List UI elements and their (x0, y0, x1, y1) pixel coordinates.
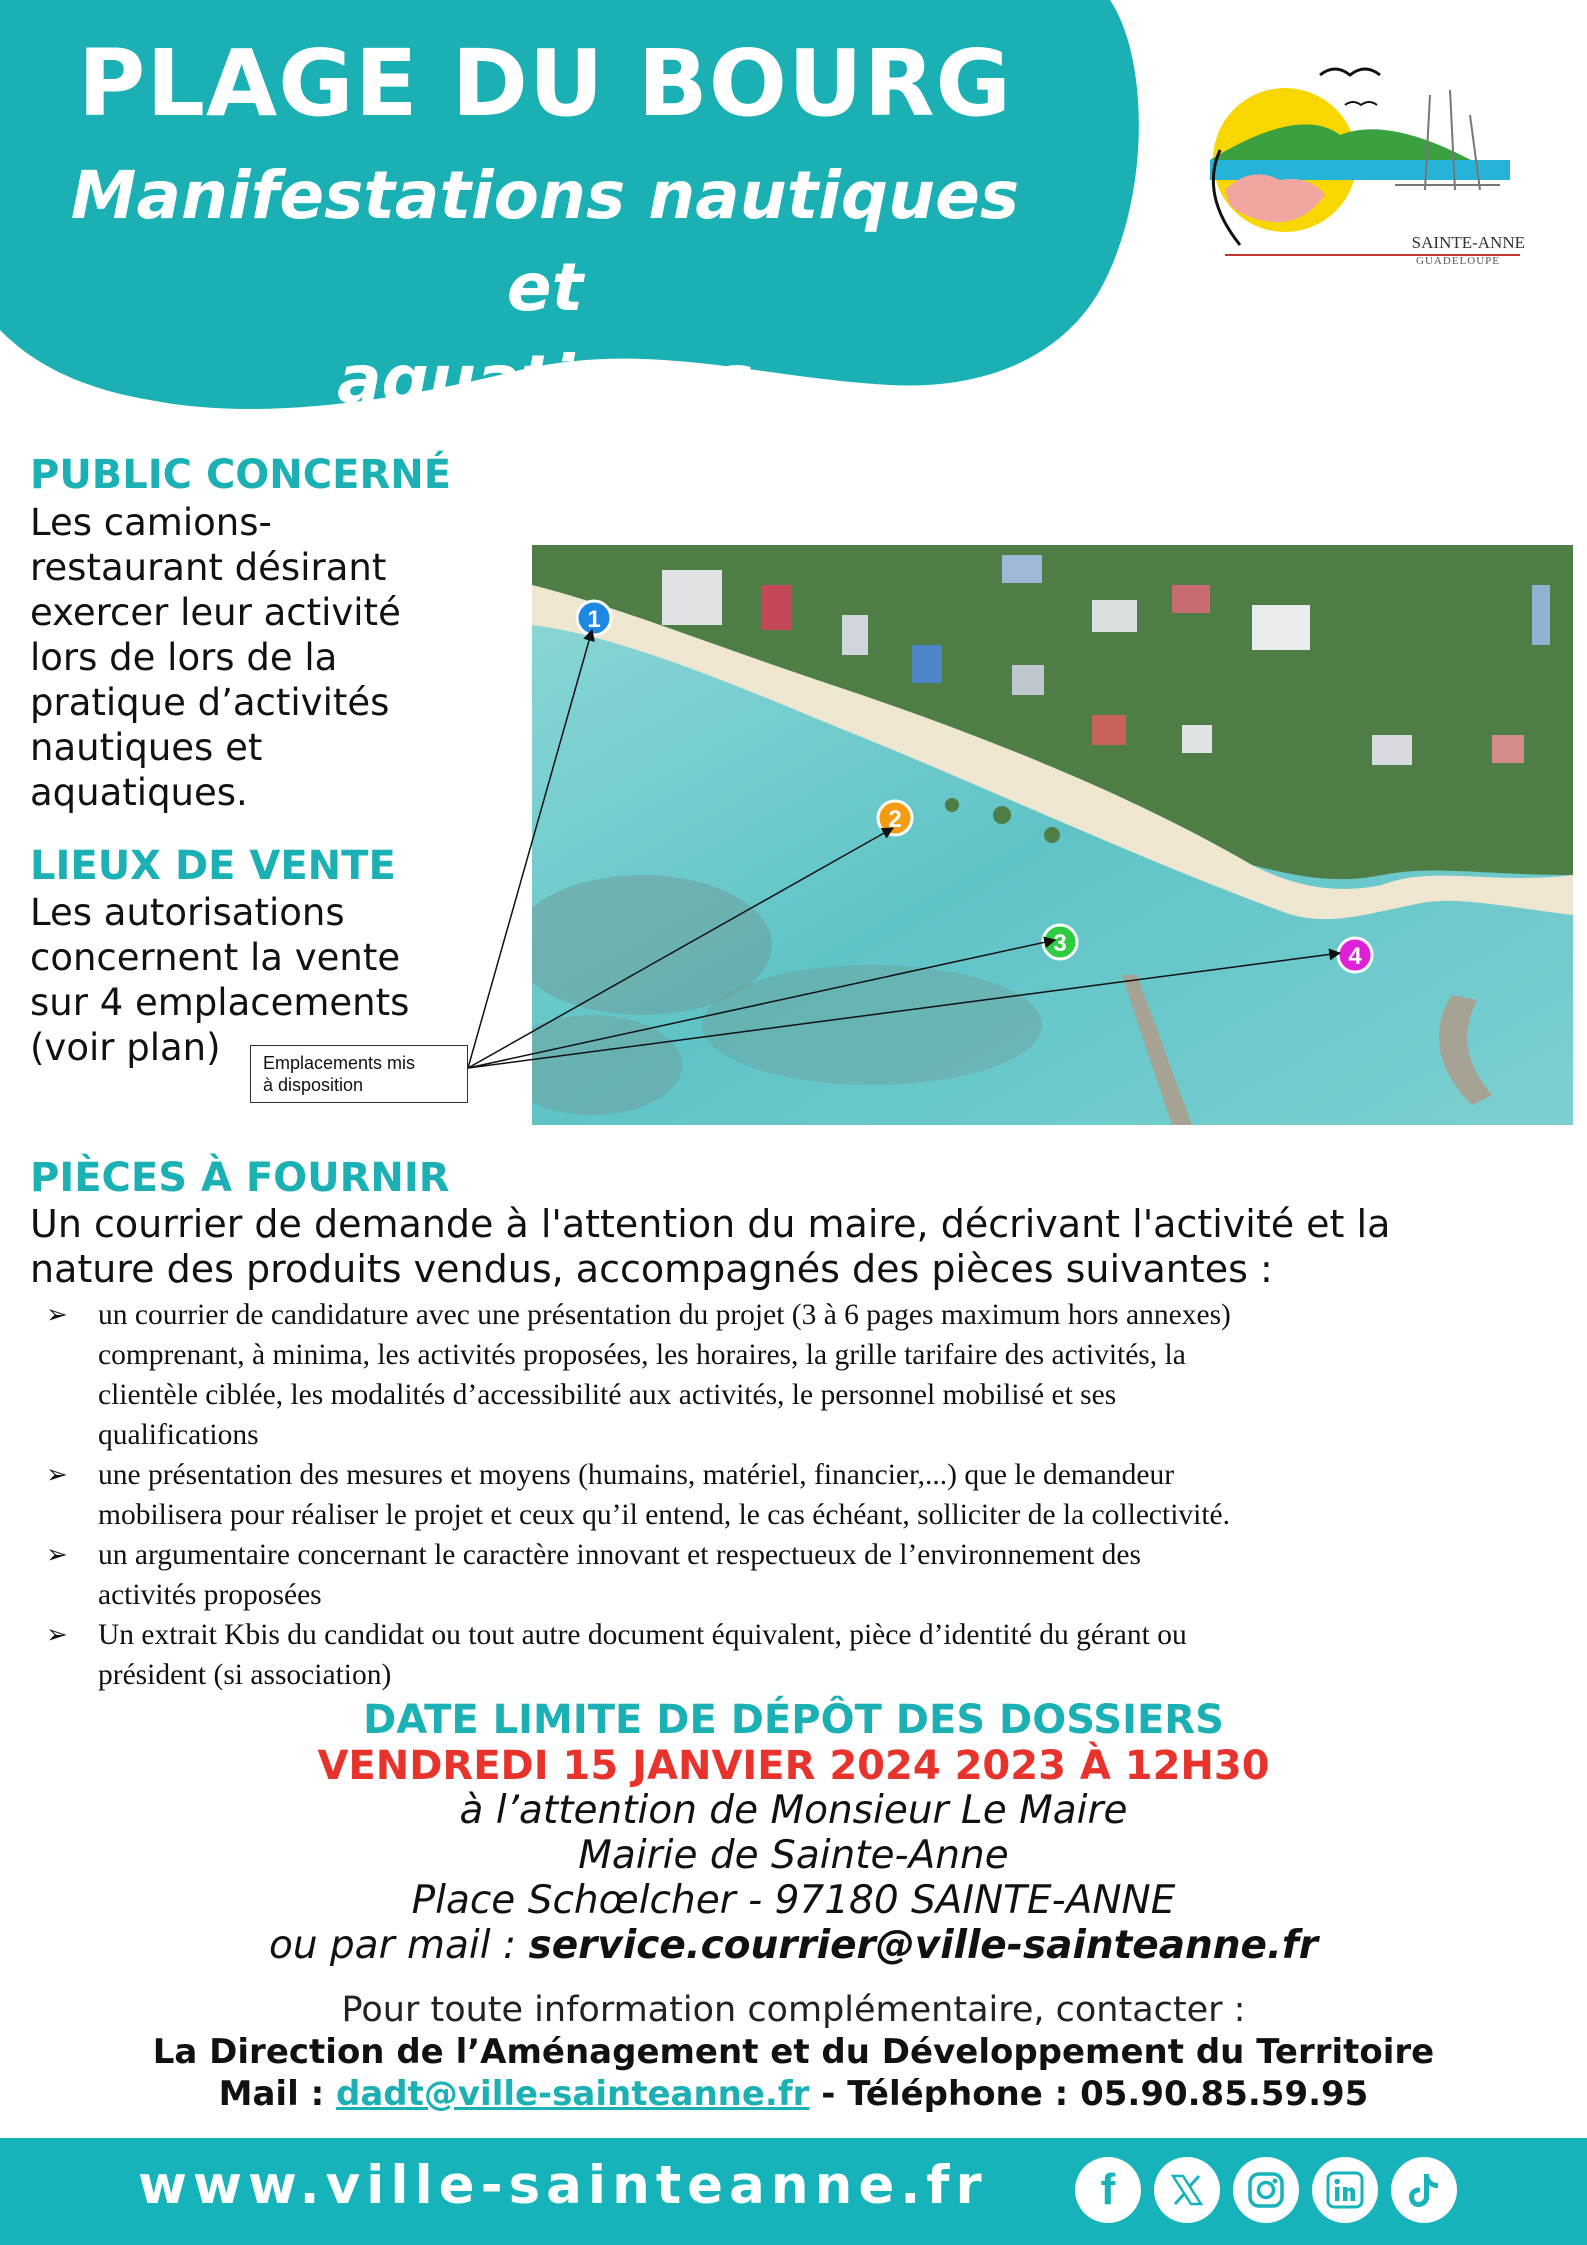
text-line: Un courrier de demande à l'attention du maire, décrivant l'activité et la (30, 1202, 1391, 1246)
caption-line: à disposition (263, 1075, 364, 1095)
text-line: Les camions- (30, 501, 272, 544)
mail-address-block (0, 1788, 1587, 1968)
deadline-date: VENDREDI 15 JANVIER 2024 2023 À 12H30 (317, 1743, 1270, 1789)
text-line: une présentation des mesures et moyens (humains, matériel, financier,...) que le demandeur (98, 1459, 1175, 1491)
text-line: activités proposées (98, 1579, 322, 1611)
pieces-intro (30, 1202, 1560, 1292)
instagram-icon[interactable] (1233, 2157, 1299, 2223)
x-icon[interactable] (1154, 2157, 1220, 2223)
text-line: nature des produits vendus, accompagnés des pièces suivantes : (30, 1247, 1273, 1291)
website-url[interactable]: www.ville-sainteanne.fr (138, 2155, 988, 2216)
text-line: exercer leur activité (30, 591, 401, 634)
text-line: Les autorisations (30, 891, 345, 934)
text-line: lors de lors de la (30, 636, 338, 679)
caption-line: Emplacements mis (263, 1053, 416, 1073)
marker-2-label: 2 (888, 806, 902, 833)
phone-text: - Téléphone : 05.90.85.59.95 (809, 2074, 1369, 2114)
text-line: restaurant désirant (30, 546, 387, 589)
courrier-email[interactable]: service.courrier@ville-sainteanne.fr (528, 1923, 1319, 1968)
arrow-bullet-icon: ➢ (46, 1540, 68, 1569)
text-line: qualifications (98, 1419, 259, 1451)
marker-4-label: 4 (1348, 943, 1362, 970)
mail-label: Mail : (218, 2074, 336, 2114)
dadt-email-link[interactable]: dadt@ville-sainteanne.fr (336, 2074, 810, 2114)
list-item (40, 1455, 1520, 1535)
text-line: concernent la vente (30, 936, 401, 979)
text-line: clientèle ciblée, les modalités d’accessibilité aux activités, le personnel mobilisé et ses (98, 1379, 1117, 1411)
deadline-label: DATE LIMITE DE DÉPÔT DES DOSSIERS (363, 1697, 1224, 1743)
address-line: Place Schœlcher - 97180 SAINTE-ANNE (411, 1878, 1176, 1923)
map-caption (250, 1045, 468, 1103)
pieces-list (40, 1295, 1520, 1695)
contact-label: Pour toute information complémentaire, contacter : (341, 1990, 1246, 2030)
contact-line (0, 2074, 1587, 2114)
text-line: président (si association) (98, 1659, 392, 1691)
subtitle-line: Manifestations nautiques et (70, 157, 1020, 326)
list-item (40, 1295, 1520, 1455)
text-line: sur 4 emplacements (30, 981, 410, 1024)
text-line: pratique d’activités (30, 681, 390, 724)
text-line: Un extrait Kbis du candidat ou tout autre document équivalent, pièce d’identité du gérant ou (98, 1619, 1187, 1651)
department-name: La Direction de l’Aménagement et du Développement du Territoire (152, 2032, 1435, 2072)
logo-subtext: GUADELOUPE (1416, 255, 1500, 267)
text-line: nautiques et (30, 726, 263, 769)
text-line: comprenant, à minima, les activités proposées, les horaires, la grille tarifaire des activités, la (98, 1339, 1186, 1371)
list-item (40, 1535, 1520, 1615)
list-item (40, 1615, 1520, 1695)
logo-text: SAINTE-ANNE (1411, 233, 1525, 252)
text-line: un courrier de candidature avec une présentation du projet (3 à 6 pages maximum hors annexes) (98, 1299, 1231, 1331)
text-line: aquatiques. (30, 771, 248, 814)
public-heading: PUBLIC CONCERNÉ (30, 452, 452, 498)
text-line: mobilisera pour réaliser le projet et ceux qu’il entend, le cas échéant, solliciter de la collectivité. (98, 1499, 1231, 1531)
page-title: PLAGE DU BOURG (77, 30, 1013, 137)
mail-prefix: ou par mail : (268, 1923, 529, 1968)
marker-1-label: 1 (587, 606, 601, 633)
tiktok-icon[interactable] (1391, 2157, 1457, 2223)
text-line: (voir plan) (30, 1026, 221, 1069)
mail-line (0, 1923, 1587, 1968)
pieces-heading: PIÈCES À FOURNIR (30, 1155, 450, 1201)
subtitle-line: aquatiques (337, 341, 753, 418)
lieux-heading: LIEUX DE VENTE (30, 843, 396, 889)
arrow-bullet-icon: ➢ (46, 1620, 68, 1649)
text-line: un argumentaire concernant le caractère innovant et respectueux de l’environnement des (98, 1539, 1141, 1571)
linkedin-icon[interactable] (1312, 2157, 1378, 2223)
address-line: à l’attention de Monsieur Le Maire (459, 1788, 1128, 1833)
facebook-icon[interactable]: f (1075, 2157, 1141, 2223)
arrow-bullet-icon: ➢ (46, 1460, 68, 1489)
marker-3-label: 3 (1053, 930, 1067, 957)
arrow-bullet-icon: ➢ (46, 1300, 68, 1329)
address-line: Mairie de Sainte-Anne (578, 1833, 1009, 1878)
